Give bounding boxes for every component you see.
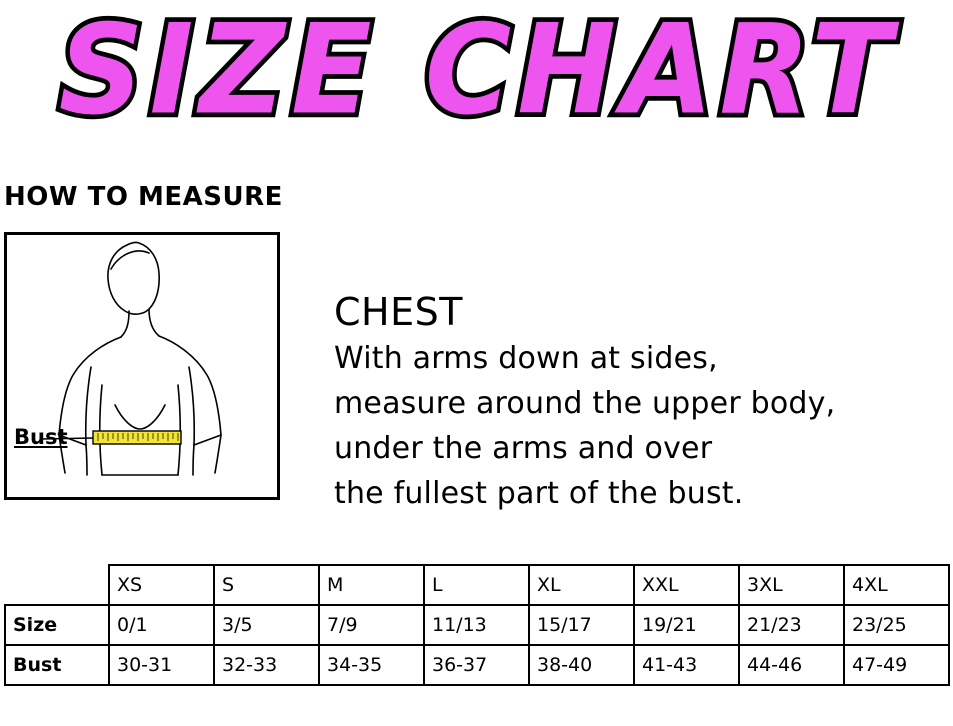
measurement-figure [4,232,280,500]
row-header: Size [5,605,109,645]
column-header: L [424,565,529,605]
table-row [5,645,949,685]
column-header: XL [529,565,634,605]
how-to-measure-heading: HOW TO MEASURE [4,182,283,212]
table-corner-cell [5,565,109,605]
page-title-banner [0,0,953,146]
bust-callout-label: Bust [14,425,68,449]
column-header: XS [109,565,214,605]
table-row [5,605,949,645]
table-cell: 21/23 [739,605,844,645]
table-cell: 32-33 [214,645,319,685]
table-cell: 7/9 [319,605,424,645]
chest-instructions [334,336,934,516]
table-cell: 34-35 [319,645,424,685]
column-header: M [319,565,424,605]
chest-instruction-line: under the arms and over [334,431,713,466]
table-cell: 47-49 [844,645,949,685]
table-cell: 0/1 [109,605,214,645]
table-cell: 23/25 [844,605,949,645]
column-header: 3XL [739,565,844,605]
table-cell: 19/21 [634,605,739,645]
female-torso-icon [7,235,277,497]
table-cell: 11/13 [424,605,529,645]
table-header-row [5,565,949,605]
table-cell: 30-31 [109,645,214,685]
table-cell: 41-43 [634,645,739,685]
column-header: 4XL [844,565,949,605]
tape-measure-icon [93,431,181,444]
table-cell: 3/5 [214,605,319,645]
table-cell: 36-37 [424,645,529,685]
row-header: Bust [5,645,109,685]
table-cell: 38-40 [529,645,634,685]
chest-instruction-line: With arms down at sides, [334,341,718,376]
chest-instruction-line: the fullest part of the bust. [334,476,744,511]
page-title: SIZE CHART [58,0,898,142]
chest-heading: CHEST [334,290,463,334]
chest-description [334,290,934,516]
column-header: S [214,565,319,605]
column-header: XXL [634,565,739,605]
chest-instruction-line: measure around the upper body, [334,386,836,421]
size-chart-table [4,564,950,686]
table-cell: 44-46 [739,645,844,685]
table-cell: 15/17 [529,605,634,645]
